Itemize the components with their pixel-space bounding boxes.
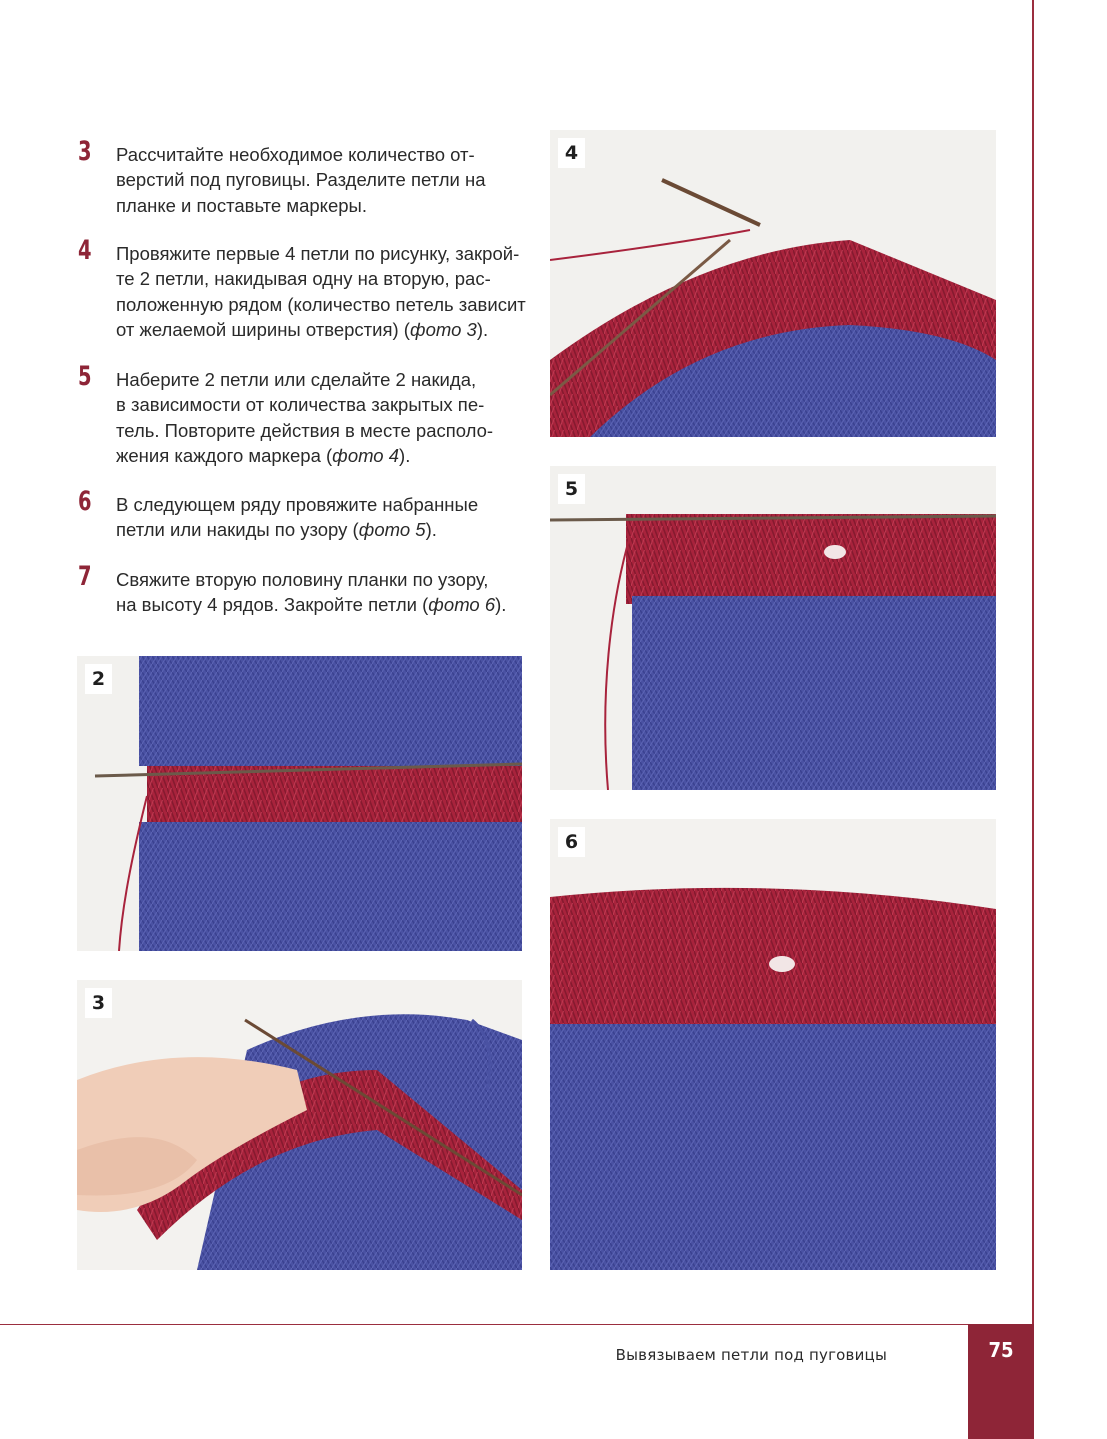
- step-line: петли или накиды по узору (: [116, 519, 359, 541]
- step-4: [78, 235, 538, 346]
- step-line: Рассчитайте необходимое количество от-: [116, 144, 475, 165]
- photo-4: [550, 130, 996, 437]
- page-number: 75: [988, 1338, 1014, 1362]
- running-footer-title: Вывязываем петли под пуговицы: [615, 1346, 887, 1364]
- step-text: [116, 241, 536, 342]
- step-line: Провяжите первые 4 петли по рисунку, закрой-: [116, 243, 520, 264]
- photo-reference: фото 5: [358, 519, 426, 541]
- step-7: [78, 561, 538, 622]
- footer-rule: [0, 1324, 1032, 1325]
- step-number: 6: [78, 486, 92, 517]
- right-margin-rule: [1032, 0, 1034, 1439]
- step-line: жения каждого маркера (: [116, 444, 333, 466]
- step-line: те 2 петли, накидывая одну на вторую, рас-: [116, 268, 491, 290]
- knitting-photo-image: [550, 466, 996, 790]
- step-5: [78, 361, 538, 472]
- step-line: верстий под пуговицы. Разделите петли на: [116, 169, 486, 191]
- photo-5: [550, 466, 996, 790]
- step-line: В следующем ряду провяжите набранные: [116, 494, 479, 515]
- step-line: от желаемой ширины отверстия) (: [116, 318, 410, 340]
- step-line: планке и поставьте маркеры.: [116, 194, 367, 216]
- step-line: ).: [425, 519, 437, 541]
- step-6: [78, 486, 538, 547]
- step-line: тель. Повторите действия в месте располо-: [116, 419, 494, 441]
- photo-reference: фото 3: [409, 318, 477, 340]
- photo-reference: фото 4: [332, 444, 400, 466]
- knitting-photo-image: [550, 130, 996, 437]
- photo-number-label: 2: [85, 664, 112, 694]
- knitting-photo-image: [77, 980, 522, 1270]
- step-number: 4: [78, 235, 92, 266]
- photo-6: [550, 819, 996, 1270]
- step-number: 3: [78, 136, 92, 167]
- photo-number-label: 6: [558, 827, 585, 857]
- knitting-photo-image: [550, 819, 996, 1270]
- step-line: Свяжите вторую половину планки по узору,: [116, 569, 489, 590]
- step-text: [116, 567, 536, 618]
- step-text: [116, 492, 536, 543]
- step-line: Наберите 2 петли или сделайте 2 накида,: [116, 369, 477, 390]
- step-line: на высоту 4 рядов. Закройте петли (: [116, 594, 429, 616]
- step-text: [116, 142, 536, 218]
- step-text: [116, 367, 536, 468]
- step-3: [78, 136, 538, 222]
- step-number: 5: [78, 361, 92, 392]
- step-number: 7: [78, 561, 92, 592]
- step-line: в зависимости от количества закрытых пе-: [116, 394, 485, 416]
- photo-number-label: 4: [558, 138, 585, 168]
- photo-3: [77, 980, 522, 1270]
- photo-2: [77, 656, 522, 951]
- photo-number-label: 3: [85, 988, 112, 1018]
- step-line: ).: [476, 318, 489, 340]
- step-line: положенную рядом (количество петель зависит: [116, 293, 526, 315]
- step-line: ).: [495, 594, 507, 616]
- knitting-photo-image: [77, 656, 522, 951]
- photo-reference: фото 6: [428, 594, 496, 616]
- step-line: ).: [399, 444, 411, 466]
- photo-number-label: 5: [558, 474, 585, 504]
